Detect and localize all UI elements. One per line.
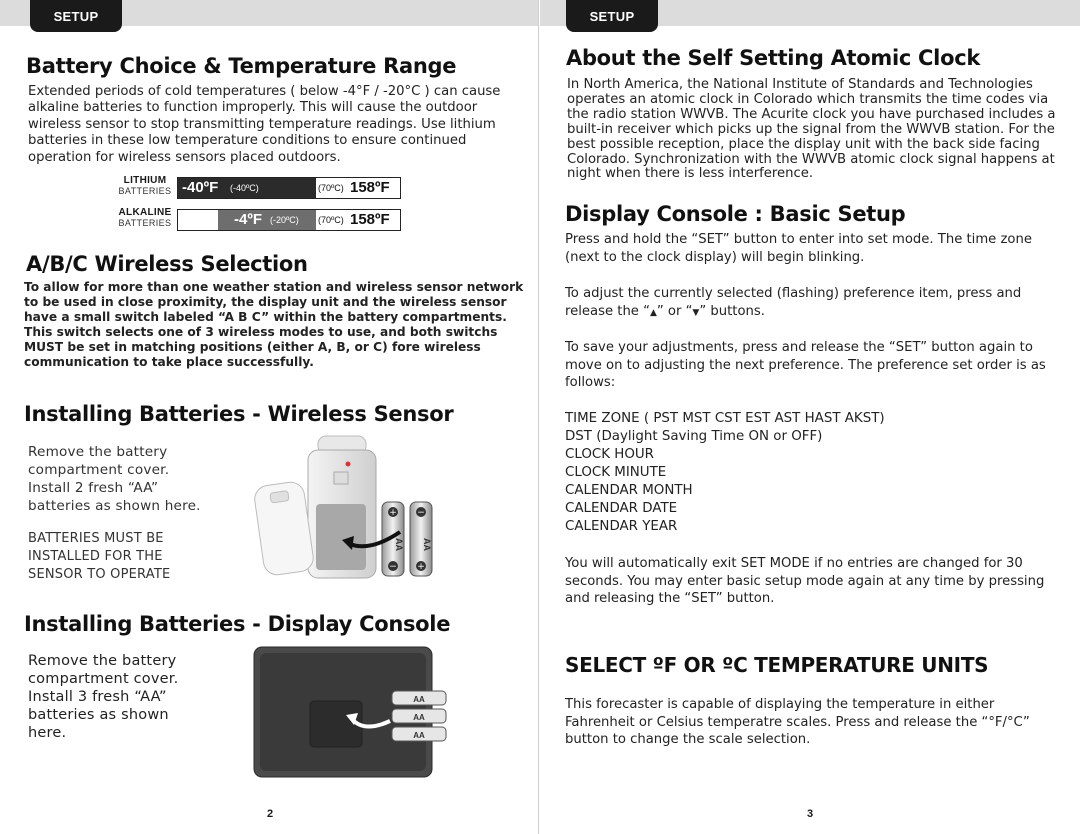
setup-tab: SETUP xyxy=(566,0,658,32)
down-arrow-icon: ▼ xyxy=(692,307,700,318)
console-battery xyxy=(392,691,446,741)
list-item: CLOCK HOUR xyxy=(565,447,654,462)
lithium-low-c: (-40ºC) xyxy=(230,183,259,193)
sensor-text: Remove the battery compartment cover. Install 2 fresh “AA” batteries as shown here. xyxy=(28,444,201,514)
svg-text:+: + xyxy=(417,562,425,572)
battery-heading: Battery Choice & Temperature Range xyxy=(26,54,457,78)
sensor-illustration xyxy=(250,432,445,582)
preference-order-list xyxy=(565,410,885,536)
alkaline-bar-fill xyxy=(218,210,315,230)
svg-text:AA: AA xyxy=(413,695,425,704)
units-heading: SELECT ºF OR ºC TEMPERATURE UNITS xyxy=(565,653,989,677)
alkaline-high-f: 158ºF xyxy=(350,211,390,228)
lithium-high-f: 158ºF xyxy=(350,179,390,196)
sensor-battery-label: AA xyxy=(394,538,404,551)
right-page xyxy=(540,0,1080,834)
basic-p4: You will automatically exit SET MODE if no entries are changed for 30 seconds. You may enter basic setup mode again at any time by pressing and releasing the “SET” button. xyxy=(565,556,1045,606)
alkaline-range xyxy=(116,207,406,231)
list-item: CALENDAR MONTH xyxy=(565,483,693,498)
list-item: CALENDAR YEAR xyxy=(565,519,678,534)
list-item: DST (Daylight Saving Time ON or OFF) xyxy=(565,429,823,444)
sensor-warning: BATTERIES MUST BE INSTALLED FOR THE SENSOR TO OPERATE xyxy=(28,531,171,582)
svg-text:−: − xyxy=(389,562,397,572)
up-arrow-icon: ▲ xyxy=(649,307,657,318)
alkaline-low-c: (-20ºC) xyxy=(270,215,299,225)
atomic-text: In North America, the National Institute of Standards and Technologies operates an atomic clock in Colorado which transmits the time codes via the radio station WWVB. The Acurite clock you have purchased includes a built-in receiver which picks up the signal from the WWVB station. For the best possible reception, place the display unit with the back side facing Colorado. Synchronization with the WWVB atomic clock signal happens at night when there is less interference. xyxy=(567,77,1056,182)
units-text: This forecaster is capable of displaying the temperature in either Fahrenheit or Celsius temperatre scales. Press and release the “°F/°C” button to change the scale selection. xyxy=(565,697,1030,747)
alkaline-low-f: -4ºF xyxy=(234,211,262,228)
atomic-heading: About the Self Setting Atomic Clock xyxy=(566,46,981,70)
sensor-led xyxy=(346,462,351,467)
svg-text:−: − xyxy=(417,508,425,518)
sensor-switch xyxy=(334,472,348,484)
alkaline-high-c: (70ºC) xyxy=(318,215,344,225)
console-text: Remove the battery compartment cover. Install 3 fresh “AA” batteries as shown here. xyxy=(28,653,179,741)
abc-text: To allow for more than one weather station and wireless sensor network to be used in close proximity, the display unit and the wireless sensor have a small switch labeled “A B C” within the battery compartments. This switch selects one of 3 wireless modes to use, and both switchs MUST be set in matching positions (either A, B, or C) fore wireless communication to take place successfully. xyxy=(24,280,524,369)
abc-heading: A/B/C Wireless Selection xyxy=(26,252,308,276)
page-number: 2 xyxy=(267,808,274,820)
list-item: TIME ZONE ( PST MST CST EST AST HAST AKST) xyxy=(565,411,885,426)
lithium-high-c: (70ºC) xyxy=(318,183,344,193)
lithium-label: LITHIUM xyxy=(123,175,167,186)
lithium-sub: BATTERIES xyxy=(118,186,172,196)
svg-text:AA: AA xyxy=(413,731,425,740)
sensor-compartment xyxy=(316,504,366,570)
console-heading: Installing Batteries - Display Console xyxy=(24,612,451,636)
left-page xyxy=(0,0,539,834)
basic-heading: Display Console : Basic Setup xyxy=(565,202,906,226)
basic-p1: Press and hold the “SET” button to enter into set mode. The time zone (next to the clock display) will begin blinking. xyxy=(565,232,1032,265)
list-item: CLOCK MINUTE xyxy=(565,465,667,480)
alkaline-bar xyxy=(177,209,401,231)
battery-text: Extended periods of cold temperatures ( below -4°F / -20°C ) can cause alkaline batteries to function improperly. This will cause the outdoor wireless sensor to stop transmitting temperature readings. Use lithium batteries in these low temperature conditions to ensure continued operation for wireless sensors placed outdoors. xyxy=(28,84,501,165)
basic-p3: To save your adjustments, press and release the “SET” button again to move on to adjusting the next preference. The preference set order is as follows: xyxy=(565,340,1046,390)
lithium-bar xyxy=(177,177,401,199)
setup-tab: SETUP xyxy=(30,0,122,32)
svg-text:+: + xyxy=(389,508,397,518)
console-illustration xyxy=(252,645,452,780)
list-item: CALENDAR DATE xyxy=(565,501,678,516)
alkaline-label: ALKALINE xyxy=(118,207,172,218)
sensor-heading: Installing Batteries - Wireless Sensor xyxy=(24,402,454,426)
sensor-battery-label: AA xyxy=(422,538,432,551)
page-number: 3 xyxy=(807,808,814,820)
svg-text:AA: AA xyxy=(413,713,425,722)
lithium-low-f: -40ºF xyxy=(182,179,219,196)
basic-p2: To adjust the currently selected (flashing) preference item, press and release the “▲” or “▼” buttons. xyxy=(565,286,1022,319)
lithium-range xyxy=(116,175,406,199)
alkaline-sub: BATTERIES xyxy=(118,218,172,228)
